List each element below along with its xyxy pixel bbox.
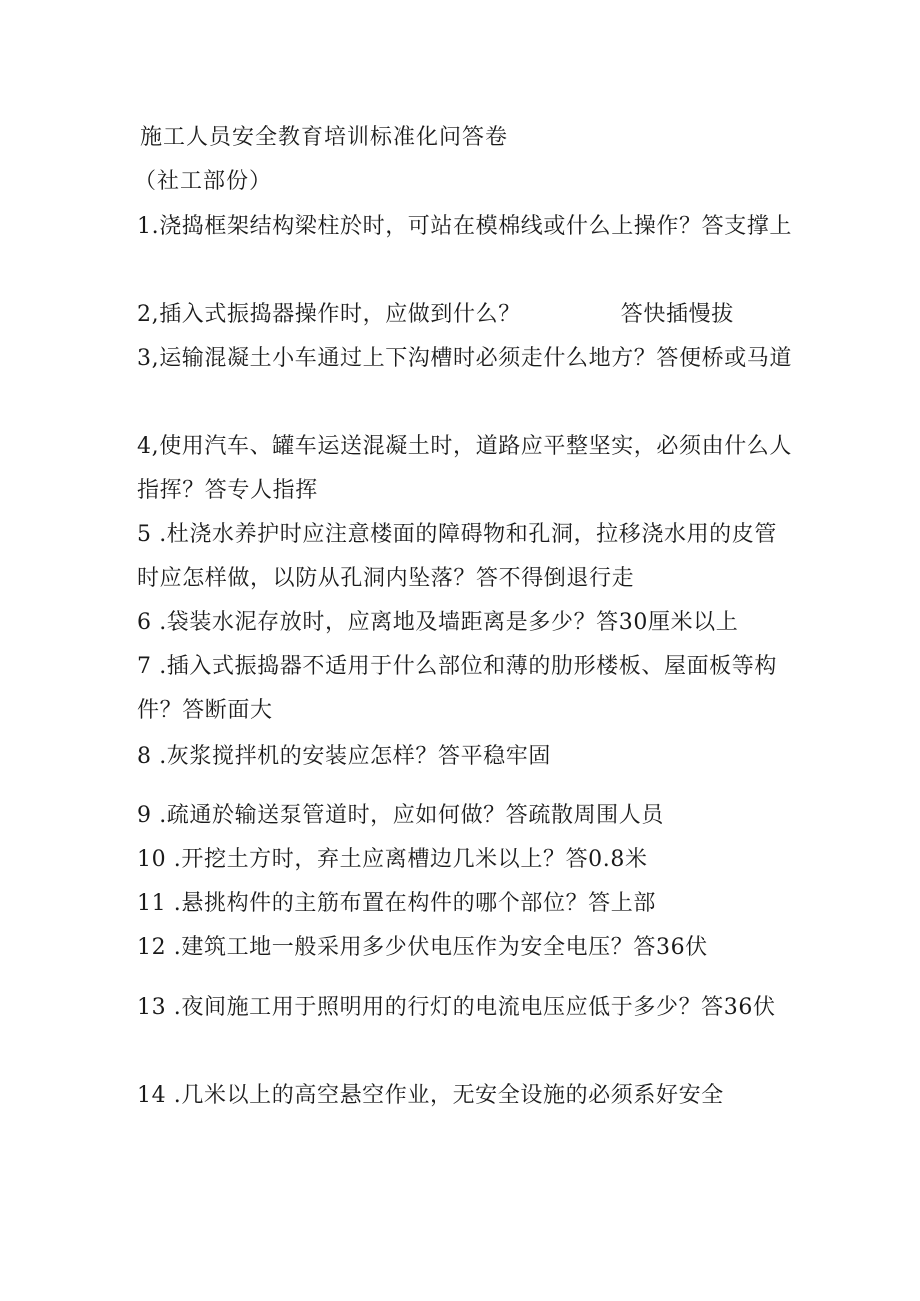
qa-item-4: 4,使用汽车、罐车运送混凝土时，道路应平整坚实，必须由什么人指挥？答专人指挥	[137, 434, 792, 503]
qa-item-11: 11 .悬挑构件的主筋布置在构件的哪个部位？答上部	[137, 891, 656, 916]
qa-item-2-question: 2,插入式振捣器操作时，应做到什么？	[137, 302, 521, 327]
qa-item-10: 10 .开挖土方时，弃土应离槽边几米以上？答0.8米	[137, 847, 648, 872]
qa-item-6: 6 .袋装水泥存放时，应离地及墙距离是多少？答30厘米以上	[137, 610, 739, 635]
qa-item-1: 1.浇捣框架结构梁柱於时，可站在模棉线或什么上操作？答支撑上	[137, 214, 792, 239]
qa-item-2	[137, 293, 797, 337]
qa-item-9: 9 .疏通於输送泵管道时，应如何做？答疏散周围人员	[137, 803, 664, 828]
qa-item-5: 5 .杜浇水养护时应注意楼面的障碍物和孔洞，拉移浇水用的皮管时应怎样做，以防从孔洞内坠落？答不得倒退行走	[137, 522, 777, 591]
document-title: 施工人员安全教育培训标准化问答卷	[140, 125, 509, 150]
qa-item-7: 7 .插入式振捣器不适用于什么部位和薄的肋形楼板、屋面板等构件？答断面大	[137, 654, 777, 723]
qa-item-12: 12 .建筑工地一般采用多少伏电压作为安全电压？答36伏	[137, 935, 708, 960]
qa-item-3: 3,运输混凝土小车通过上下沟槽时必须走什么地方？答便桥或马道	[137, 346, 792, 371]
qa-item-8: 8 .灰浆搅拌机的安装应怎样？答平稳牢固	[137, 744, 551, 769]
qa-item-2-answer: 答快插慢拔	[620, 302, 734, 327]
document-subtitle: （社工部份）	[134, 169, 273, 194]
qa-item-14: 14 .几米以上的高空悬空作业，无安全设施的必须系好安全	[137, 1083, 724, 1108]
qa-item-13: 13 .夜间施工用于照明用的行灯的电流电压应低于多少？答36伏	[137, 995, 776, 1020]
